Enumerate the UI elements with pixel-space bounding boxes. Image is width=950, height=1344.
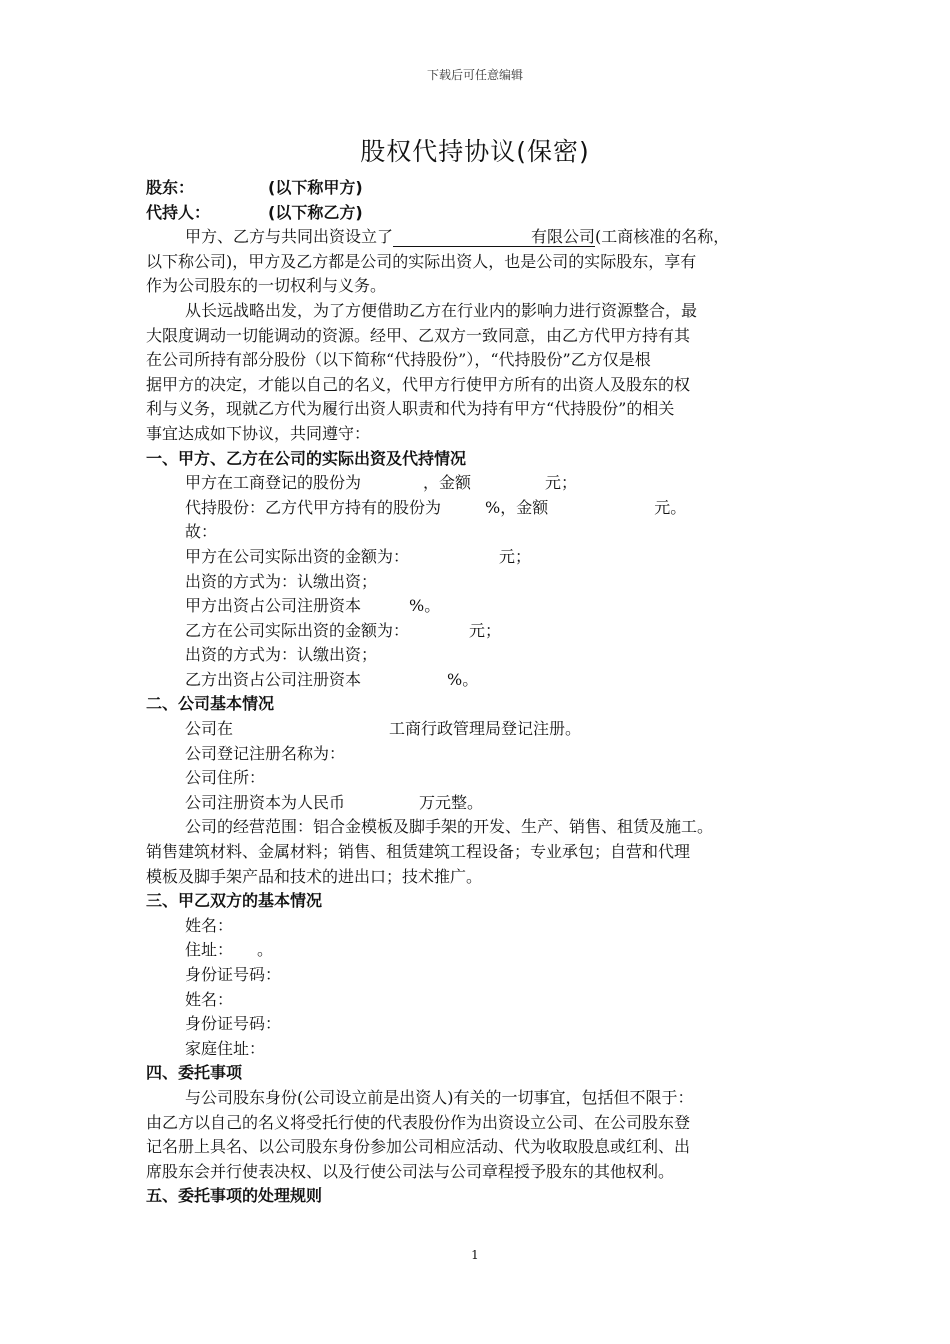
s3-name: 姓名： [185,989,234,1009]
party-a-line [146,176,806,201]
s2-name: 公司登记注册名称为： [185,743,346,763]
document-title: 股权代持协议(保密) [360,137,590,166]
purpose-line: 事宜达成如下协议，共同遵守： [146,423,371,443]
s1-b-method: 出资的方式为：认缴出资； [185,645,378,665]
s1-a-method: 出资的方式为：认缴出资； [185,571,378,591]
s2-scope: 模板及脚手架产品和技术的进出口；技术推广。 [146,866,483,886]
s3-id: 身份证号码： [185,1014,282,1034]
s4-line: 记名册上具名、以公司股东身份参加公司相应活动、代为收取股息或红利、出 [146,1137,691,1157]
s1-b-ratio: 乙方出资占公司注册资本 %。 [185,669,479,689]
intro-line-3: 作为公司股东的一切权利与义务。 [146,276,387,296]
party-b-label: 代持人： [146,202,211,222]
purpose-line: 大限度调动一切能调动的资源。经甲、乙双方一致同意，由乙方代甲方持有其 [146,325,691,345]
s2-address: 公司住所： [185,768,266,788]
section-4-heading: 四、委托事项 [146,1063,243,1083]
s3-id: 身份证号码： [185,965,282,984]
section-5-heading: 五、委托事项的处理规则 [146,1186,323,1206]
s2-scope: 销售建筑材料、金属材料；销售、租赁建筑工程设备；专业承包；自营和代理 [146,842,691,862]
s3-address: 住址： 。 [185,940,274,960]
s1-a-amount: 甲方在公司实际出资的金额为： 元； [185,546,532,566]
s1-a-ratio: 甲方出资占公司注册资本 %。 [185,596,441,616]
section-3-heading: 三、甲乙双方的基本情况 [146,891,323,911]
purpose-line: 从长远战略出发，为了方便借助乙方在行业内的影响力进行资源整合，最 [185,300,698,320]
party-b-suffix: (以下称乙方) [268,202,363,222]
party-a-suffix: (以下称甲方) [268,178,363,197]
s1-registered-shares: 甲方在工商登记的股份为 ，金额 元； [185,473,578,493]
purpose-line: 利与义务，现就乙方代为履行出资人职责和代为持有甲方“代持股份”的相关 [146,399,675,419]
document-body [146,176,806,1209]
s4-line: 与公司股东身份(公司设立前是出资人)有关的一切事宜，包括但不限于： [185,1087,694,1107]
company-name-blank: 有限公司 [393,228,595,247]
s1-b-amount: 乙方在公司实际出资的金额为： 元； [185,620,502,640]
party-a-label: 股东： [146,178,195,197]
intro-line-1: 甲方、乙方与共同出资设立了 有限公司(工商核准的名称， [185,227,730,247]
s4-line: 席股东会并行使表决权、以及行使公司法与公司章程授予股东的其他权利。 [146,1161,675,1181]
party-b-line [146,201,806,226]
section-2-heading: 二、公司基本情况 [146,694,275,714]
purpose-line: 据甲方的决定，才能以自己的名义，代甲方行使甲方所有的出资人及股东的权 [146,374,691,394]
s1-therefore: 故： [185,522,218,542]
s2-registration: 公司在 工商行政管理局登记注册。 [185,719,582,739]
intro-line-2: 以下称公司)，甲方及乙方都是公司的实际出资人，也是公司的实际股东，享有 [146,251,697,271]
s3-home-address: 家庭住址： [185,1038,266,1058]
section-1-heading: 一、甲方、乙方在公司的实际出资及代持情况 [146,448,467,468]
purpose-line: 在公司所持有部分股份（以下简称“代持股份”），“代持股份”乙方仅是根 [146,350,651,370]
s1-proxy-shares: 代持股份：乙方代甲方持有的股份为 %，金额 元。 [185,497,687,517]
page-number: 1 [471,1248,479,1262]
s2-scope: 公司的经营范围：铝合金模板及脚手架的开发、生产、销售、租赁及施工。 [185,817,714,837]
s3-name: 姓名： [185,915,234,935]
s4-line: 由乙方以自己的名义将受托行使的代表股份作为出资设立公司、在公司股东登 [146,1112,691,1132]
s2-capital: 公司注册资本为人民币 万元整。 [185,792,484,812]
page-header: 下载后可任意编辑 [426,68,523,82]
